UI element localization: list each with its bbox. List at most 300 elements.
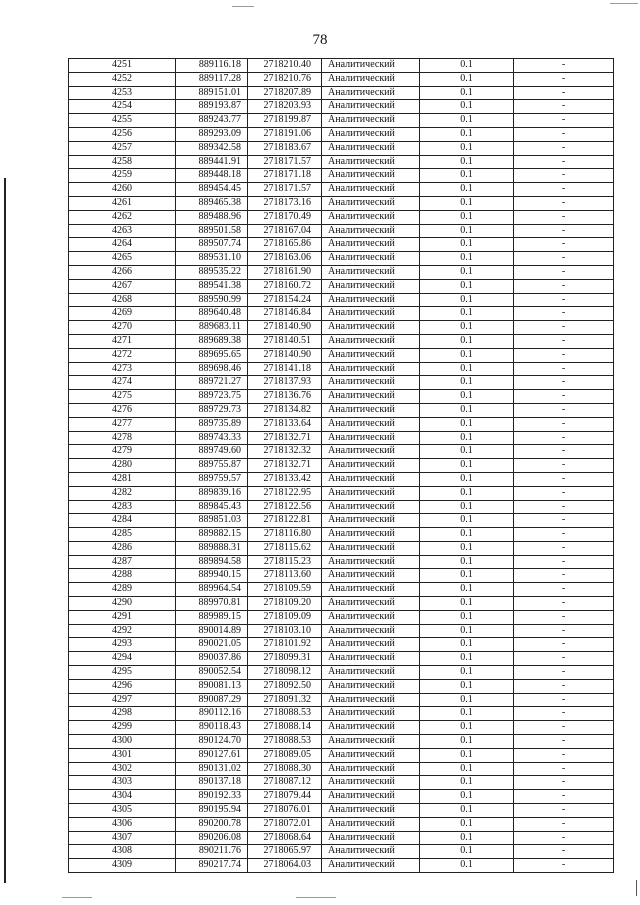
precision-cell: 0.1 — [420, 224, 514, 238]
table-row — [69, 431, 614, 445]
x-coordinate-cell: 889845.43 — [176, 500, 248, 514]
y-coordinate-cell: 2718161.90 — [248, 265, 322, 279]
method-cell: Аналитический — [322, 804, 420, 818]
note-cell: - — [514, 86, 614, 100]
x-coordinate-cell: 889193.87 — [176, 100, 248, 114]
point-number-cell: 4295 — [69, 666, 176, 680]
precision-cell: 0.1 — [420, 555, 514, 569]
method-cell: Аналитический — [322, 417, 420, 431]
x-coordinate-cell: 889755.87 — [176, 459, 248, 473]
y-coordinate-cell: 2718113.60 — [248, 569, 322, 583]
x-coordinate-cell: 890021.05 — [176, 638, 248, 652]
table-row — [69, 403, 614, 417]
x-coordinate-cell: 889342.58 — [176, 141, 248, 155]
precision-cell: 0.1 — [420, 624, 514, 638]
note-cell: - — [514, 638, 614, 652]
table-row — [69, 859, 614, 873]
precision-cell: 0.1 — [420, 417, 514, 431]
table-row — [69, 334, 614, 348]
method-cell: Аналитический — [322, 445, 420, 459]
note-cell: - — [514, 210, 614, 224]
table-row — [69, 348, 614, 362]
precision-cell: 0.1 — [420, 845, 514, 859]
point-number-cell: 4256 — [69, 127, 176, 141]
point-number-cell: 4252 — [69, 72, 176, 86]
method-cell: Аналитический — [322, 114, 420, 128]
precision-cell: 0.1 — [420, 390, 514, 404]
note-cell: - — [514, 583, 614, 597]
point-number-cell: 4297 — [69, 693, 176, 707]
point-number-cell: 4272 — [69, 348, 176, 362]
table-row — [69, 817, 614, 831]
precision-cell: 0.1 — [420, 114, 514, 128]
table-row — [69, 362, 614, 376]
table-row — [69, 238, 614, 252]
point-number-cell: 4299 — [69, 721, 176, 735]
x-coordinate-cell: 889507.74 — [176, 238, 248, 252]
precision-cell: 0.1 — [420, 831, 514, 845]
table-row — [69, 541, 614, 555]
x-coordinate-cell: 889839.16 — [176, 486, 248, 500]
x-coordinate-cell: 889448.18 — [176, 169, 248, 183]
y-coordinate-cell: 2718076.01 — [248, 804, 322, 818]
note-cell: - — [514, 624, 614, 638]
y-coordinate-cell: 2718088.53 — [248, 707, 322, 721]
method-cell: Аналитический — [322, 597, 420, 611]
note-cell: - — [514, 707, 614, 721]
scan-speck — [296, 897, 336, 898]
note-cell: - — [514, 403, 614, 417]
precision-cell: 0.1 — [420, 776, 514, 790]
method-cell: Аналитический — [322, 748, 420, 762]
precision-cell: 0.1 — [420, 817, 514, 831]
x-coordinate-cell: 889940.15 — [176, 569, 248, 583]
x-coordinate-cell: 890195.94 — [176, 804, 248, 818]
point-number-cell: 4280 — [69, 459, 176, 473]
note-cell: - — [514, 224, 614, 238]
table-row — [69, 265, 614, 279]
precision-cell: 0.1 — [420, 72, 514, 86]
method-cell: Аналитический — [322, 514, 420, 528]
x-coordinate-cell: 889535.22 — [176, 265, 248, 279]
y-coordinate-cell: 2718116.80 — [248, 528, 322, 542]
x-coordinate-cell: 889640.48 — [176, 307, 248, 321]
note-cell: - — [514, 390, 614, 404]
table-row — [69, 417, 614, 431]
scan-speck — [232, 6, 254, 7]
precision-cell: 0.1 — [420, 583, 514, 597]
y-coordinate-cell: 2718092.50 — [248, 679, 322, 693]
y-coordinate-cell: 2718088.30 — [248, 762, 322, 776]
table-row — [69, 155, 614, 169]
precision-cell: 0.1 — [420, 293, 514, 307]
coordinates-table-body — [69, 59, 614, 873]
y-coordinate-cell: 2718101.92 — [248, 638, 322, 652]
note-cell: - — [514, 748, 614, 762]
note-cell: - — [514, 486, 614, 500]
y-coordinate-cell: 2718210.40 — [248, 59, 322, 73]
note-cell: - — [514, 431, 614, 445]
note-cell: - — [514, 114, 614, 128]
x-coordinate-cell: 889117.28 — [176, 72, 248, 86]
point-number-cell: 4257 — [69, 141, 176, 155]
x-coordinate-cell: 890014.89 — [176, 624, 248, 638]
note-cell: - — [514, 597, 614, 611]
method-cell: Аналитический — [322, 679, 420, 693]
precision-cell: 0.1 — [420, 693, 514, 707]
point-number-cell: 4264 — [69, 238, 176, 252]
point-number-cell: 4262 — [69, 210, 176, 224]
point-number-cell: 4293 — [69, 638, 176, 652]
method-cell: Аналитический — [322, 279, 420, 293]
precision-cell: 0.1 — [420, 403, 514, 417]
point-number-cell: 4266 — [69, 265, 176, 279]
method-cell: Аналитический — [322, 59, 420, 73]
precision-cell: 0.1 — [420, 155, 514, 169]
y-coordinate-cell: 2718154.24 — [248, 293, 322, 307]
point-number-cell: 4278 — [69, 431, 176, 445]
note-cell: - — [514, 569, 614, 583]
point-number-cell: 4304 — [69, 790, 176, 804]
scan-speck — [62, 897, 92, 898]
precision-cell: 0.1 — [420, 376, 514, 390]
x-coordinate-cell: 890217.74 — [176, 859, 248, 873]
precision-cell: 0.1 — [420, 597, 514, 611]
precision-cell: 0.1 — [420, 362, 514, 376]
precision-cell: 0.1 — [420, 472, 514, 486]
table-row — [69, 486, 614, 500]
precision-cell: 0.1 — [420, 500, 514, 514]
method-cell: Аналитический — [322, 459, 420, 473]
x-coordinate-cell: 889698.46 — [176, 362, 248, 376]
x-coordinate-cell: 890200.78 — [176, 817, 248, 831]
y-coordinate-cell: 2718171.57 — [248, 183, 322, 197]
point-number-cell: 4270 — [69, 321, 176, 335]
method-cell: Аналитический — [322, 334, 420, 348]
y-coordinate-cell: 2718171.18 — [248, 169, 322, 183]
x-coordinate-cell: 889541.38 — [176, 279, 248, 293]
table-row — [69, 583, 614, 597]
note-cell: - — [514, 127, 614, 141]
table-row — [69, 693, 614, 707]
note-cell: - — [514, 859, 614, 873]
note-cell: - — [514, 59, 614, 73]
table-row — [69, 141, 614, 155]
note-cell: - — [514, 445, 614, 459]
note-cell: - — [514, 196, 614, 210]
note-cell: - — [514, 279, 614, 293]
precision-cell: 0.1 — [420, 569, 514, 583]
point-number-cell: 4265 — [69, 252, 176, 266]
y-coordinate-cell: 2718132.32 — [248, 445, 322, 459]
method-cell: Аналитический — [322, 196, 420, 210]
x-coordinate-cell: 889970.81 — [176, 597, 248, 611]
point-number-cell: 4254 — [69, 100, 176, 114]
note-cell: - — [514, 541, 614, 555]
point-number-cell: 4260 — [69, 183, 176, 197]
point-number-cell: 4269 — [69, 307, 176, 321]
method-cell: Аналитический — [322, 86, 420, 100]
note-cell: - — [514, 100, 614, 114]
note-cell: - — [514, 831, 614, 845]
note-cell: - — [514, 362, 614, 376]
table-row — [69, 196, 614, 210]
point-number-cell: 4283 — [69, 500, 176, 514]
note-cell: - — [514, 555, 614, 569]
precision-cell: 0.1 — [420, 652, 514, 666]
method-cell: Аналитический — [322, 127, 420, 141]
table-row — [69, 735, 614, 749]
method-cell: Аналитический — [322, 721, 420, 735]
x-coordinate-cell: 890131.02 — [176, 762, 248, 776]
method-cell: Аналитический — [322, 776, 420, 790]
method-cell: Аналитический — [322, 210, 420, 224]
point-number-cell: 4309 — [69, 859, 176, 873]
point-number-cell: 4301 — [69, 748, 176, 762]
table-row — [69, 845, 614, 859]
table-row — [69, 210, 614, 224]
precision-cell: 0.1 — [420, 610, 514, 624]
x-coordinate-cell: 889759.57 — [176, 472, 248, 486]
precision-cell: 0.1 — [420, 859, 514, 873]
point-number-cell: 4282 — [69, 486, 176, 500]
table-row — [69, 762, 614, 776]
point-number-cell: 4268 — [69, 293, 176, 307]
table-row — [69, 390, 614, 404]
x-coordinate-cell: 889683.11 — [176, 321, 248, 335]
precision-cell: 0.1 — [420, 721, 514, 735]
method-cell: Аналитический — [322, 238, 420, 252]
note-cell: - — [514, 472, 614, 486]
scan-margin-tick — [636, 880, 637, 896]
table-row — [69, 721, 614, 735]
point-number-cell: 4290 — [69, 597, 176, 611]
point-number-cell: 4294 — [69, 652, 176, 666]
table-row — [69, 293, 614, 307]
x-coordinate-cell: 889116.18 — [176, 59, 248, 73]
table-row — [69, 624, 614, 638]
method-cell: Аналитический — [322, 252, 420, 266]
table-row — [69, 638, 614, 652]
precision-cell: 0.1 — [420, 127, 514, 141]
x-coordinate-cell: 890081.13 — [176, 679, 248, 693]
point-number-cell: 4251 — [69, 59, 176, 73]
y-coordinate-cell: 2718160.72 — [248, 279, 322, 293]
x-coordinate-cell: 889695.65 — [176, 348, 248, 362]
table-row — [69, 376, 614, 390]
table-row — [69, 86, 614, 100]
precision-cell: 0.1 — [420, 86, 514, 100]
precision-cell: 0.1 — [420, 445, 514, 459]
point-number-cell: 4289 — [69, 583, 176, 597]
method-cell: Аналитический — [322, 321, 420, 335]
x-coordinate-cell: 890127.61 — [176, 748, 248, 762]
precision-cell: 0.1 — [420, 59, 514, 73]
table-row — [69, 279, 614, 293]
note-cell: - — [514, 376, 614, 390]
method-cell: Аналитический — [322, 707, 420, 721]
precision-cell: 0.1 — [420, 348, 514, 362]
y-coordinate-cell: 2718103.10 — [248, 624, 322, 638]
table-row — [69, 321, 614, 335]
note-cell: - — [514, 693, 614, 707]
y-coordinate-cell: 2718122.81 — [248, 514, 322, 528]
method-cell: Аналитический — [322, 72, 420, 86]
point-number-cell: 4279 — [69, 445, 176, 459]
x-coordinate-cell: 889501.58 — [176, 224, 248, 238]
y-coordinate-cell: 2718136.76 — [248, 390, 322, 404]
point-number-cell: 4281 — [69, 472, 176, 486]
point-number-cell: 4291 — [69, 610, 176, 624]
point-number-cell: 4298 — [69, 707, 176, 721]
note-cell: - — [514, 307, 614, 321]
table-row — [69, 59, 614, 73]
note-cell: - — [514, 762, 614, 776]
point-number-cell: 4276 — [69, 403, 176, 417]
x-coordinate-cell: 890211.76 — [176, 845, 248, 859]
table-row — [69, 459, 614, 473]
table-row — [69, 72, 614, 86]
scan-margin-bar — [4, 178, 6, 883]
y-coordinate-cell: 2718134.82 — [248, 403, 322, 417]
table-row — [69, 569, 614, 583]
y-coordinate-cell: 2718064.03 — [248, 859, 322, 873]
note-cell: - — [514, 321, 614, 335]
y-coordinate-cell: 2718140.90 — [248, 321, 322, 335]
method-cell: Аналитический — [322, 486, 420, 500]
y-coordinate-cell: 2718163.06 — [248, 252, 322, 266]
point-number-cell: 4300 — [69, 735, 176, 749]
table-row — [69, 224, 614, 238]
point-number-cell: 4253 — [69, 86, 176, 100]
y-coordinate-cell: 2718133.64 — [248, 417, 322, 431]
method-cell: Аналитический — [322, 610, 420, 624]
x-coordinate-cell: 889689.38 — [176, 334, 248, 348]
note-cell: - — [514, 610, 614, 624]
x-coordinate-cell: 889735.89 — [176, 417, 248, 431]
scan-speck — [610, 3, 638, 4]
x-coordinate-cell: 889531.10 — [176, 252, 248, 266]
note-cell: - — [514, 790, 614, 804]
method-cell: Аналитический — [322, 762, 420, 776]
precision-cell: 0.1 — [420, 334, 514, 348]
note-cell: - — [514, 666, 614, 680]
note-cell: - — [514, 169, 614, 183]
y-coordinate-cell: 2718183.67 — [248, 141, 322, 155]
y-coordinate-cell: 2718140.90 — [248, 348, 322, 362]
point-number-cell: 4284 — [69, 514, 176, 528]
note-cell: - — [514, 72, 614, 86]
x-coordinate-cell: 890037.86 — [176, 652, 248, 666]
point-number-cell: 4258 — [69, 155, 176, 169]
method-cell: Аналитический — [322, 100, 420, 114]
table-row — [69, 514, 614, 528]
x-coordinate-cell: 890087.29 — [176, 693, 248, 707]
precision-cell: 0.1 — [420, 431, 514, 445]
x-coordinate-cell: 889454.45 — [176, 183, 248, 197]
y-coordinate-cell: 2718203.93 — [248, 100, 322, 114]
note-cell: - — [514, 183, 614, 197]
y-coordinate-cell: 2718068.64 — [248, 831, 322, 845]
precision-cell: 0.1 — [420, 183, 514, 197]
table-row — [69, 445, 614, 459]
note-cell: - — [514, 817, 614, 831]
table-row — [69, 472, 614, 486]
x-coordinate-cell: 889488.96 — [176, 210, 248, 224]
table-row — [69, 127, 614, 141]
precision-cell: 0.1 — [420, 679, 514, 693]
method-cell: Аналитический — [322, 583, 420, 597]
x-coordinate-cell: 889743.33 — [176, 431, 248, 445]
point-number-cell: 4308 — [69, 845, 176, 859]
precision-cell: 0.1 — [420, 790, 514, 804]
note-cell: - — [514, 348, 614, 362]
y-coordinate-cell: 2718091.32 — [248, 693, 322, 707]
method-cell: Аналитический — [322, 307, 420, 321]
y-coordinate-cell: 2718098.12 — [248, 666, 322, 680]
x-coordinate-cell: 889441.91 — [176, 155, 248, 169]
x-coordinate-cell: 889989.15 — [176, 610, 248, 624]
x-coordinate-cell: 890192.33 — [176, 790, 248, 804]
precision-cell: 0.1 — [420, 141, 514, 155]
point-number-cell: 4285 — [69, 528, 176, 542]
table-row — [69, 555, 614, 569]
point-number-cell: 4288 — [69, 569, 176, 583]
method-cell: Аналитический — [322, 541, 420, 555]
x-coordinate-cell: 890206.08 — [176, 831, 248, 845]
method-cell: Аналитический — [322, 735, 420, 749]
method-cell: Аналитический — [322, 831, 420, 845]
method-cell: Аналитический — [322, 500, 420, 514]
y-coordinate-cell: 2718140.51 — [248, 334, 322, 348]
method-cell: Аналитический — [322, 652, 420, 666]
x-coordinate-cell: 889964.54 — [176, 583, 248, 597]
y-coordinate-cell: 2718109.59 — [248, 583, 322, 597]
note-cell: - — [514, 459, 614, 473]
precision-cell: 0.1 — [420, 169, 514, 183]
point-number-cell: 4305 — [69, 804, 176, 818]
method-cell: Аналитический — [322, 169, 420, 183]
method-cell: Аналитический — [322, 431, 420, 445]
precision-cell: 0.1 — [420, 666, 514, 680]
note-cell: - — [514, 528, 614, 542]
note-cell: - — [514, 141, 614, 155]
table-row — [69, 790, 614, 804]
x-coordinate-cell: 889293.09 — [176, 127, 248, 141]
note-cell: - — [514, 735, 614, 749]
table-row — [69, 776, 614, 790]
point-number-cell: 4286 — [69, 541, 176, 555]
y-coordinate-cell: 2718122.95 — [248, 486, 322, 500]
y-coordinate-cell: 2718087.12 — [248, 776, 322, 790]
method-cell: Аналитический — [322, 693, 420, 707]
point-number-cell: 4261 — [69, 196, 176, 210]
point-number-cell: 4267 — [69, 279, 176, 293]
precision-cell: 0.1 — [420, 514, 514, 528]
method-cell: Аналитический — [322, 376, 420, 390]
x-coordinate-cell: 889888.31 — [176, 541, 248, 555]
method-cell: Аналитический — [322, 224, 420, 238]
x-coordinate-cell: 889729.73 — [176, 403, 248, 417]
method-cell: Аналитический — [322, 569, 420, 583]
note-cell: - — [514, 721, 614, 735]
y-coordinate-cell: 2718165.86 — [248, 238, 322, 252]
x-coordinate-cell: 889151.01 — [176, 86, 248, 100]
precision-cell: 0.1 — [420, 804, 514, 818]
y-coordinate-cell: 2718132.71 — [248, 459, 322, 473]
precision-cell: 0.1 — [420, 100, 514, 114]
precision-cell: 0.1 — [420, 321, 514, 335]
